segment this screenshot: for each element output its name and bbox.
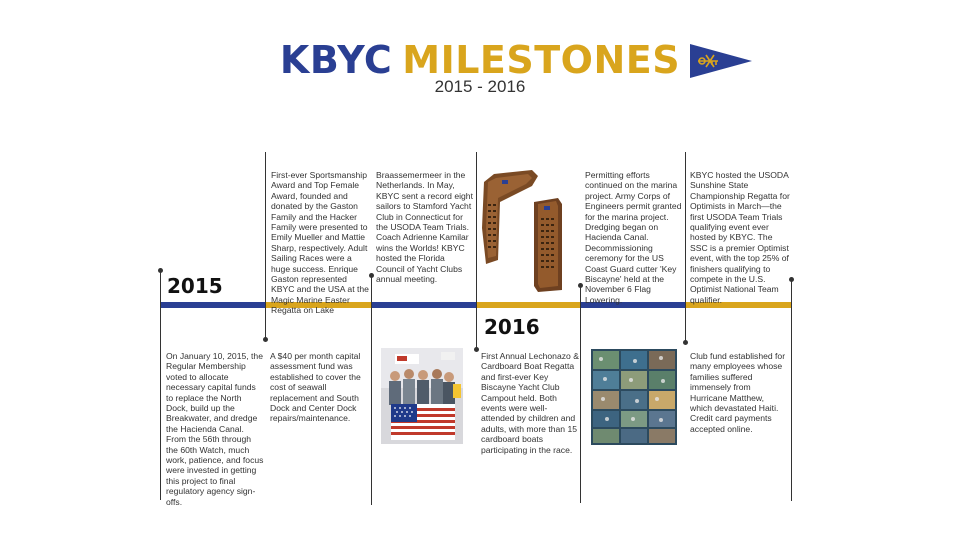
trophy-plaques-image [478, 168, 574, 294]
milestone-text: Braassemermeer in the Netherlands. In May, KBYC sent a record eight sailors to Stamford Yacht Club in Connecticut for the USODA Team Trials. Coach Adrienne Kamilar wins the Worlds! KBYC hosted the Florida Council of Yacht Clubs annual meeting. [376, 170, 473, 285]
photo-collage-image [591, 349, 677, 445]
timeline-band-2016-start [476, 302, 580, 308]
timeline-divider [476, 152, 477, 349]
timeline-dot [263, 337, 268, 342]
timeline-dot [683, 340, 688, 345]
milestone-text: Permitting efforts continued on the marina project. Army Corps of Engineers permit granted for the marina project. Dredging began on Hacienda Canal. Decommissioning ceremony for the US Coast Guard cutter 'Key Biscayne' held at the November 6 Flag Lowering. [585, 170, 682, 305]
milestone-text: Club fund established for many employees whose families suffered immensely from Hurricane Matthew, which devastated Haiti. Credit card payments accepted online. [690, 351, 786, 434]
milestone-text: First-ever Sportsmanship Award and Top Female Award, founded and donated by the Gaston Family and the Hacker Family were presented to Emily Mueller and Mattie Sharp, respectively. Adult Sailing Races were a huge success. Enrique Gaston represented KBYC and the USA at the Magic Marine Easter Regatta on Lake [271, 170, 369, 316]
milestone-text: First Annual Lechonazo & Cardboard Boat Regatta and first-ever Key Biscayne Yacht Club Campout held. Both events were well-attended by children and adults, with more than 15 cardboard boats participating in the race. [481, 351, 579, 455]
team-photo-image [381, 348, 463, 444]
page-title [0, 38, 960, 82]
timeline-divider [791, 279, 792, 501]
timeline-divider [265, 152, 266, 339]
title-milestones: MILESTONES [402, 38, 681, 82]
timeline-band-2015-start [160, 302, 265, 308]
burgee-pennant-icon [690, 44, 752, 78]
timeline-divider [160, 270, 161, 500]
page-subtitle: 2015 - 2016 [434, 77, 526, 96]
milestone-text: KBYC hosted the USODA Sunshine State Championship Regatta for Optimists in March—the first USODA Team Trials qualifying event ever hosted by KBYC. The SSC is a premier Optimist event, with the top 25% of finishers qualifying to compete in the U.S. Optimist National Team qualifier. [690, 170, 790, 305]
timeline-divider [580, 285, 581, 503]
milestone-text: A $40 per month capital assessment fund was established to cover the cost of seawall replacement and South Dock and Center Dock repairs/maintenance. [270, 351, 361, 424]
year-label-2015: 2015 [167, 274, 223, 298]
timeline-dot [474, 347, 479, 352]
title-kbyc: KBYC [279, 38, 393, 82]
timeline-divider [371, 275, 372, 505]
timeline-band-2015-end [371, 302, 476, 308]
timeline-divider [685, 152, 686, 342]
milestone-text: On January 10, 2015, the Regular Membership voted to allocate necessary capital funds to replace the North Dock, build up the Breakwater, and dredge the Hacienda Canal. From the 56th through the 60th Watch, much work, patience, and focus were invested in getting this project to final regulatory agency sign-offs. [166, 351, 264, 507]
year-label-2016: 2016 [484, 315, 540, 339]
